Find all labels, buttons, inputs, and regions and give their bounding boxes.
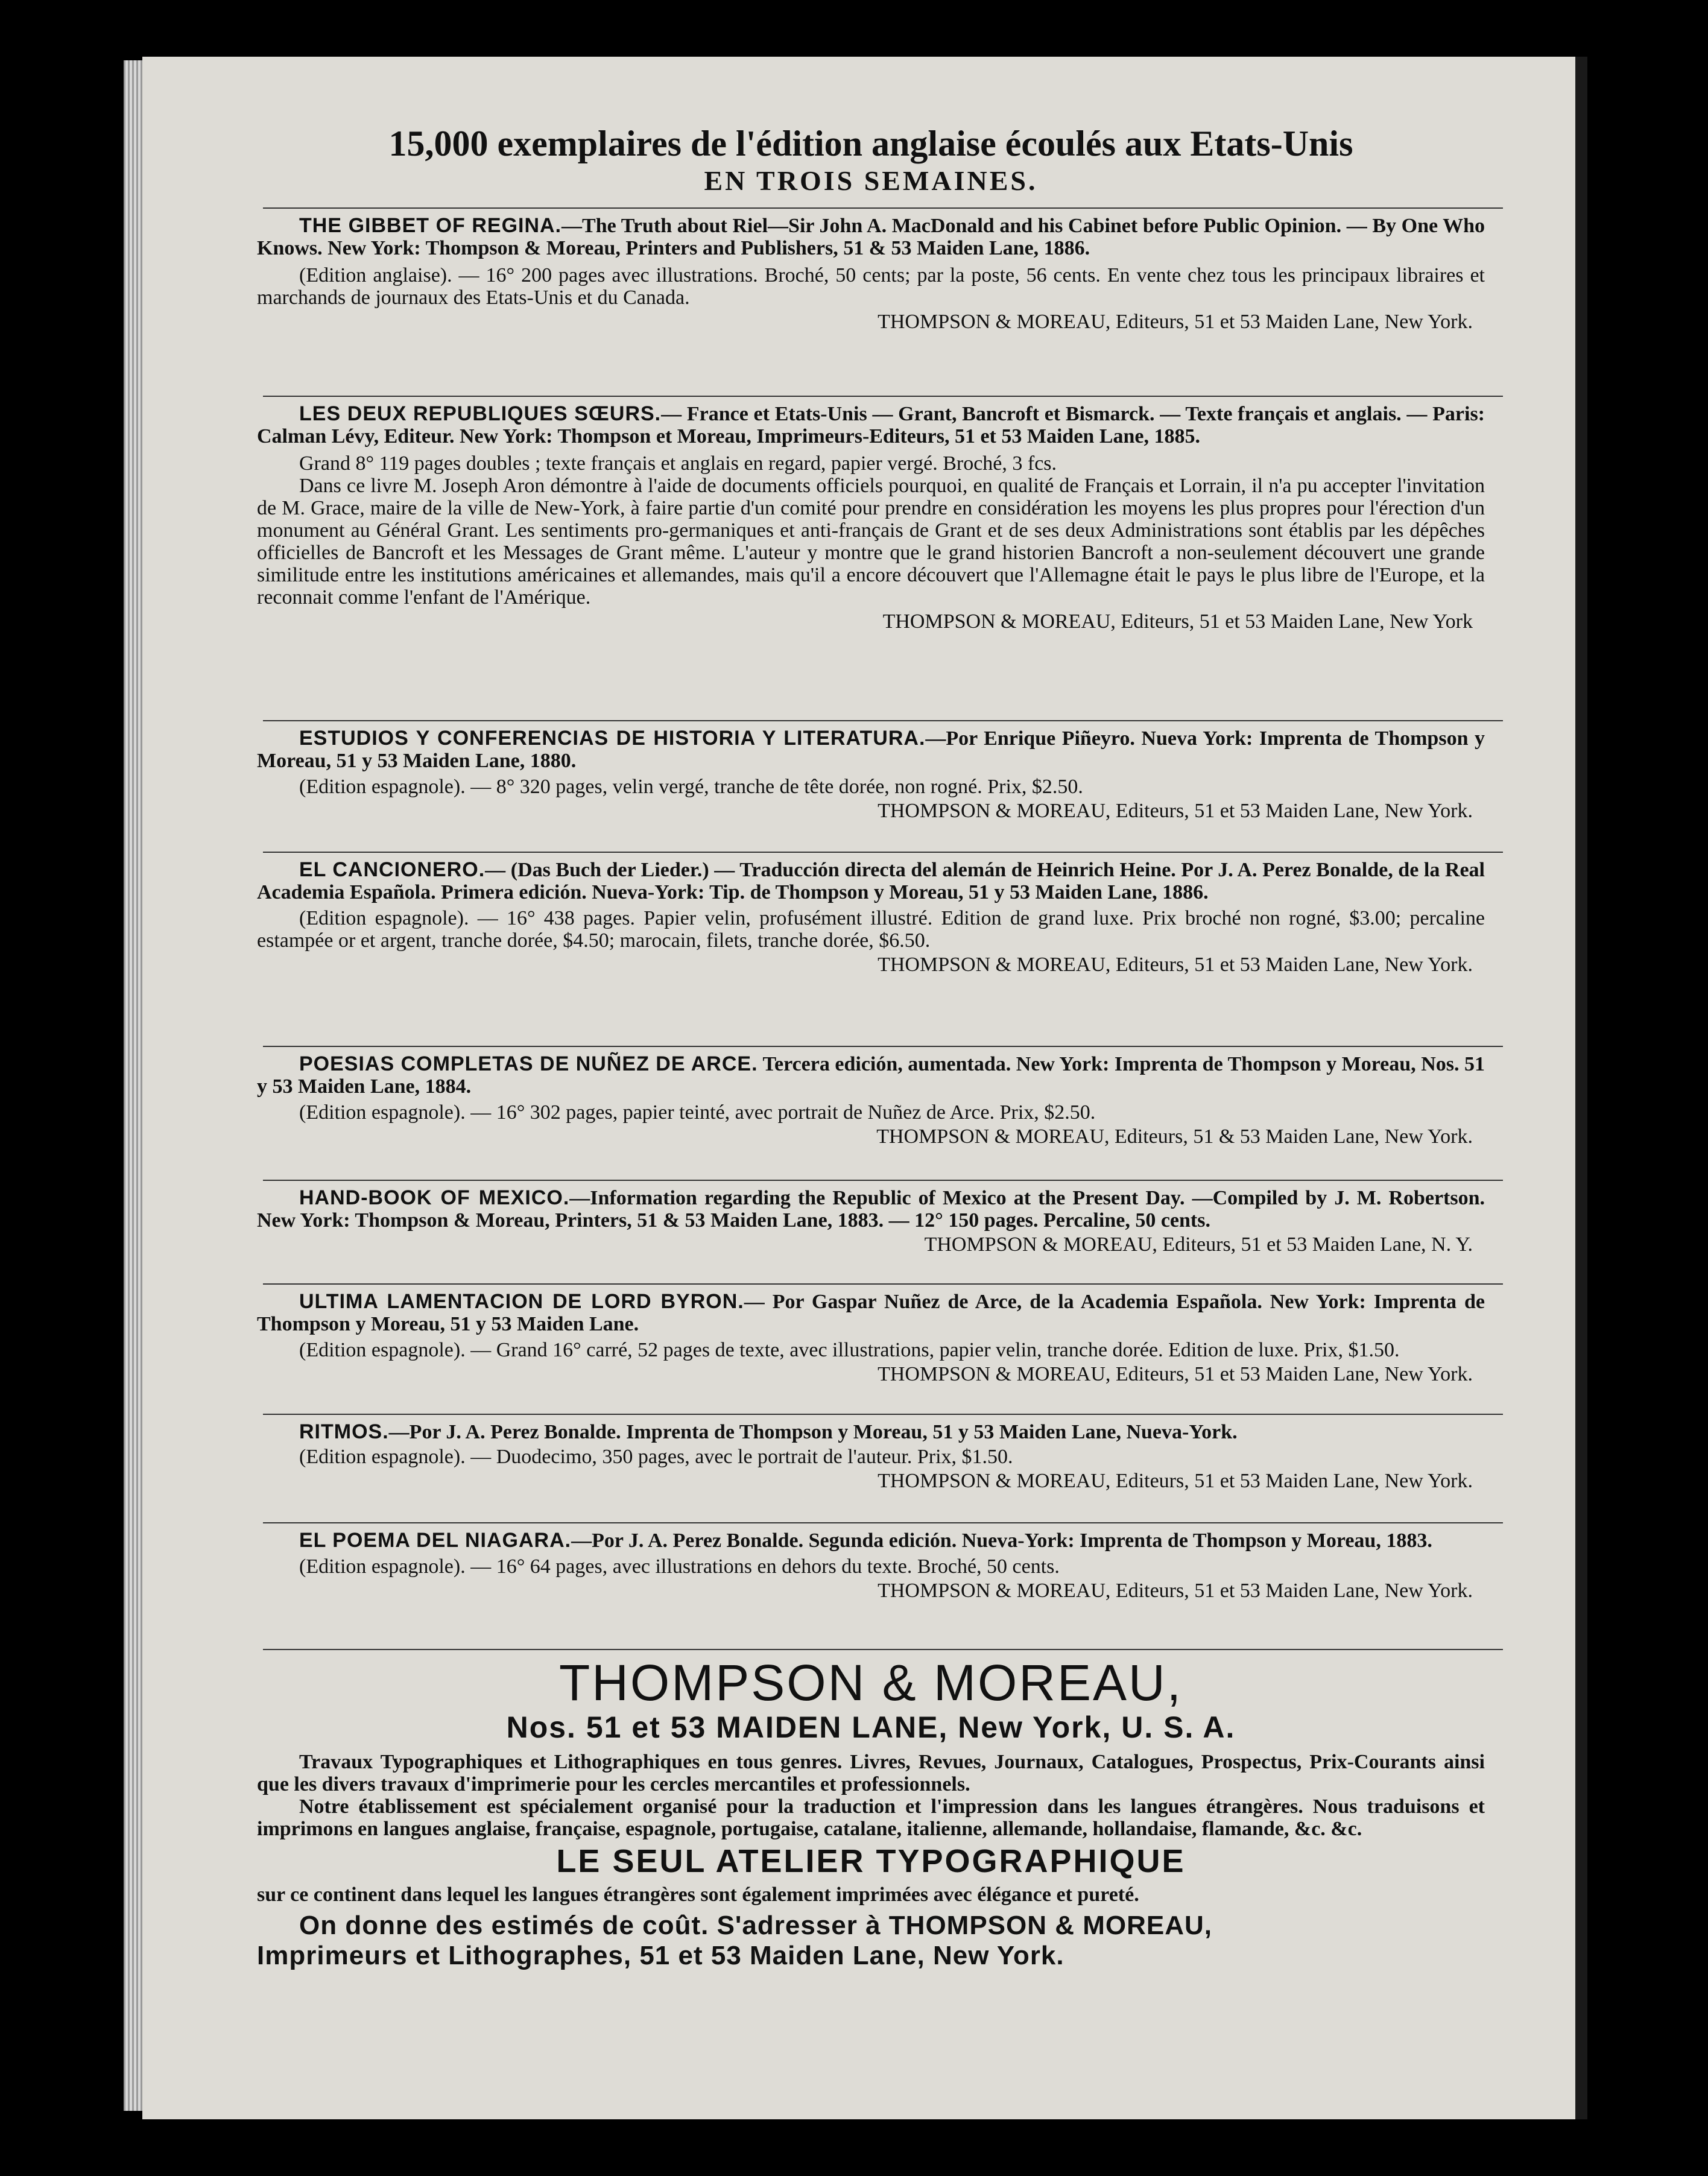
entry-cancionero xyxy=(257,859,1485,978)
entry-detail: (Edition espagnole). — 8° 320 pages, velin vergé, tranche de tête dorée, non rogné. Prix, $2.50. xyxy=(299,776,1083,798)
divider xyxy=(263,1649,1503,1650)
entry-text: — Por Gaspar Nuñez de Arce, de la Academia Española. New York: Imprenta de Thompson y Moreau, 51 y 53 Maiden Lane. xyxy=(257,1291,1485,1335)
entry-poesias-completas xyxy=(257,1053,1485,1150)
entry-text: — (Das Buch der Lieder.) — Traducción directa del alemán de Heinrich Heine. Por J. A. Perez Bonalde, de la Real Academia Española. Primera edición. Nueva-York: Tip. de Thompson y Moreau, 51 y 53 Maiden Lane, 1886. xyxy=(257,859,1485,903)
entry-poema-del-niagara xyxy=(257,1529,1485,1604)
entry-text: —Por J. A. Perez Bonalde. Imprenta de Thompson y Moreau, 51 y 53 Maiden Lane, Nueva-York. xyxy=(388,1421,1238,1443)
entry-publisher: THOMPSON & MOREAU, Editeurs, 51 et 53 Maiden Lane, New York. xyxy=(878,1580,1473,1602)
entry-publisher: THOMPSON & MOREAU, Editeurs, 51 & 53 Maiden Lane, New York. xyxy=(876,1125,1473,1148)
entry-text: —Information regarding the Republic of Mexico at the Present Day. —Compiled by J. M. Robertson. New York: Thompson & Moreau, Printers, 51 & 53 Maiden Lane, 1883. — 12° 150 pages. Percaline, 50 cents. xyxy=(257,1187,1485,1232)
entry-detail: (Edition espagnole). — 16° 438 pages. Papier velin, profusément illustré. Edition de grand luxe. Prix broché non rogné, $3.00; percaline estampée or et argent, tranche dorée, $4.50; marocain, filets, tranche dorée, $6.50. xyxy=(257,907,1485,952)
entry-detail: (Edition anglaise). — 16° 200 pages avec illustrations. Broché, 50 cents; par la poste, 56 cents. En vente chez tous les principaux libraires et marchands de journaux des Etats-Unis et du Canada. xyxy=(257,264,1485,309)
entry-detail: (Edition espagnole). — 16° 64 pages, avec illustrations en dehors du texte. Broché, 50 cents. xyxy=(299,1555,1060,1578)
printer-advertisement xyxy=(257,1654,1485,1971)
entry-publisher: THOMPSON & MOREAU, Editeurs, 51 et 53 Maiden Lane, N. Y. xyxy=(924,1233,1473,1256)
entry-publisher: THOMPSON & MOREAU, Editeurs, 51 et 53 Maiden Lane, New York. xyxy=(878,1363,1473,1385)
headline: LE SEUL ATELIER TYPOGRAPHIQUE xyxy=(556,1843,1186,1879)
entry-detail: (Edition espagnole). — Duodecimo, 350 pages, avec le portrait de l'auteur. Prix, $1.50. xyxy=(299,1446,1013,1468)
entry-description: Dans ce livre M. Joseph Aron démontre à l'aide de documents officiels pourquoi, en qualité de Français et Lorrain, il n'a pu accepter l'invitation de M. Grace, maire de la ville de New-York, à faire partie d'un comité pour prendre en considération les moyens les plus propres pour l'érection d'un monument au Général Grant. Les sentiments pro-germaniques et anti-français de Grant et de ses deux Administrations sont établis par les dépêches officielles de Bancroft et les Messages de Grant même. L'auteur y montre que le grand historien Bancroft a non-seulement découvert une grande similitude entre les institutions américaines et allemandes, mais qu'il a encore découvert que l'Allemagne était le pays le plus libre de l'Europe, et la reconnait comme l'enfant de l'Amérique. xyxy=(257,475,1485,609)
page-header xyxy=(257,123,1485,197)
entry-title: HAND-BOOK OF MEXICO. xyxy=(299,1186,570,1209)
header-line-2: EN TROIS SEMAINES. xyxy=(704,165,1038,196)
entry-text: —Por J. A. Perez Bonalde. Segunda edición. Nueva-York: Imprenta de Thompson y Moreau, 1883. xyxy=(571,1529,1432,1552)
entry-title: RITMOS. xyxy=(299,1420,389,1443)
entry-publisher: THOMPSON & MOREAU, Editeurs, 51 et 53 Maiden Lane, New York xyxy=(882,610,1473,633)
entry-title: ULTIMA LAMENTACION DE LORD BYRON. xyxy=(299,1290,744,1313)
entry-title: LES DEUX REPUBLIQUES SŒURS. xyxy=(299,402,662,425)
divider xyxy=(263,1283,1503,1285)
services-paragraph: Travaux Typographiques et Lithographiques en tous genres. Livres, Revues, Journaux, Catalogues, Prospectus, Prix-Courants ainsi que les divers travaux d'imprimerie pour les cercles mercantiles et professionnels. xyxy=(257,1751,1485,1795)
entry-title: POESIAS COMPLETAS DE NUÑEZ DE ARCE. xyxy=(299,1052,758,1075)
entry-text: Tercera edición, aumentada. New York: Imprenta de Thompson y Moreau, Nos. 51 y 53 Maiden Lane, 1884. xyxy=(257,1053,1485,1098)
entry-publisher: THOMPSON & MOREAU, Editeurs, 51 et 53 Maiden Lane, New York. xyxy=(878,800,1473,822)
divider xyxy=(263,396,1503,397)
entry-estudios xyxy=(257,727,1485,824)
entry-hand-book-of-mexico xyxy=(257,1187,1485,1258)
entry-text: —The Truth about Riel—Sir John A. MacDonald and his Cabinet before Public Opinion. — By One Who Knows. New York: Thompson & Moreau, Printers and Publishers, 51 & 53 Maiden Lane, 1886. xyxy=(257,215,1485,259)
header-line-1: 15,000 exemplaires de l'édition anglaise écoulés aux Etats-Unis xyxy=(388,124,1353,163)
entry-detail: (Edition espagnole). — 16° 302 pages, papier teinté, avec portrait de Nuñez de Arce. Prix, $2.50. xyxy=(299,1101,1096,1124)
entry-deux-republiques xyxy=(257,403,1485,635)
divider xyxy=(263,1522,1503,1523)
divider xyxy=(263,1046,1503,1047)
document-page xyxy=(142,57,1575,2119)
entry-ultima-lamentacion xyxy=(257,1291,1485,1388)
entry-detail: (Edition espagnole). — Grand 16° carré, 52 pages de texte, avec illustrations, papier velin, tranche dorée. Edition de luxe. Prix, $1.50. xyxy=(299,1339,1400,1361)
binding-spine xyxy=(1575,57,1587,2119)
entry-publisher: THOMPSON & MOREAU, Editeurs, 51 et 53 Maiden Lane, New York. xyxy=(878,1470,1473,1492)
divider xyxy=(263,207,1503,209)
entry-title: EL CANCIONERO. xyxy=(299,858,486,881)
divider xyxy=(263,1414,1503,1415)
entry-ritmos xyxy=(257,1421,1485,1494)
entry-publisher: THOMPSON & MOREAU, Editeurs, 51 et 53 Maiden Lane, New York. xyxy=(878,311,1473,333)
contact-line-2: Imprimeurs et Lithographes, 51 et 53 Maiden Lane, New York. xyxy=(257,1941,1064,1970)
entry-text: —Por Enrique Piñeyro. Nueva York: Imprenta de Thompson y Moreau, 51 y 53 Maiden Lane, 1880. xyxy=(257,727,1485,772)
firm-name: THOMPSON & MOREAU, xyxy=(558,1654,1183,1711)
entry-title: ESTUDIOS Y CONFERENCIAS DE HISTORIA Y LITERATURA. xyxy=(299,727,926,750)
divider xyxy=(263,852,1503,853)
divider xyxy=(263,1180,1503,1181)
headline-subline: sur ce continent dans lequel les langues étrangères sont également imprimées avec élégance et pureté. xyxy=(257,1883,1139,1906)
firm-address: Nos. 51 et 53 MAIDEN LANE, New York, U. S. A. xyxy=(506,1710,1236,1744)
entry-detail: Grand 8° 119 pages doubles ; texte français et anglais en regard, papier vergé. Broché, 3 fcs. xyxy=(299,452,1057,475)
languages-paragraph: Notre établissement est spécialement organisé pour la traduction et l'impression dans les langues étrangères. Nous traduisons et imprimons en langues anglaise, française, espagnole, portugaise, catalane, italienne, allemande, hollandaise, flamande, &c. &c. xyxy=(257,1795,1485,1840)
entry-publisher: THOMPSON & MOREAU, Editeurs, 51 et 53 Maiden Lane, New York. xyxy=(878,954,1473,976)
entry-title: EL POEMA DEL NIAGARA. xyxy=(299,1529,572,1552)
entry-title: THE GIBBET OF REGINA. xyxy=(299,214,562,237)
divider xyxy=(263,720,1503,721)
entry-text: — France et Etats-Unis — Grant, Bancroft et Bismarck. — Texte français et anglais. — Paris: Calman Lévy, Editeur. New York: Thompson et Moreau, Imprimeurs-Editeurs, 51 et 53 Maiden Lane, 1885. xyxy=(257,403,1485,448)
contact-line-1: On donne des estimés de coût. S'adresser à THOMPSON & MOREAU, xyxy=(299,1911,1213,1940)
entry-gibbet-of-regina xyxy=(257,215,1485,335)
